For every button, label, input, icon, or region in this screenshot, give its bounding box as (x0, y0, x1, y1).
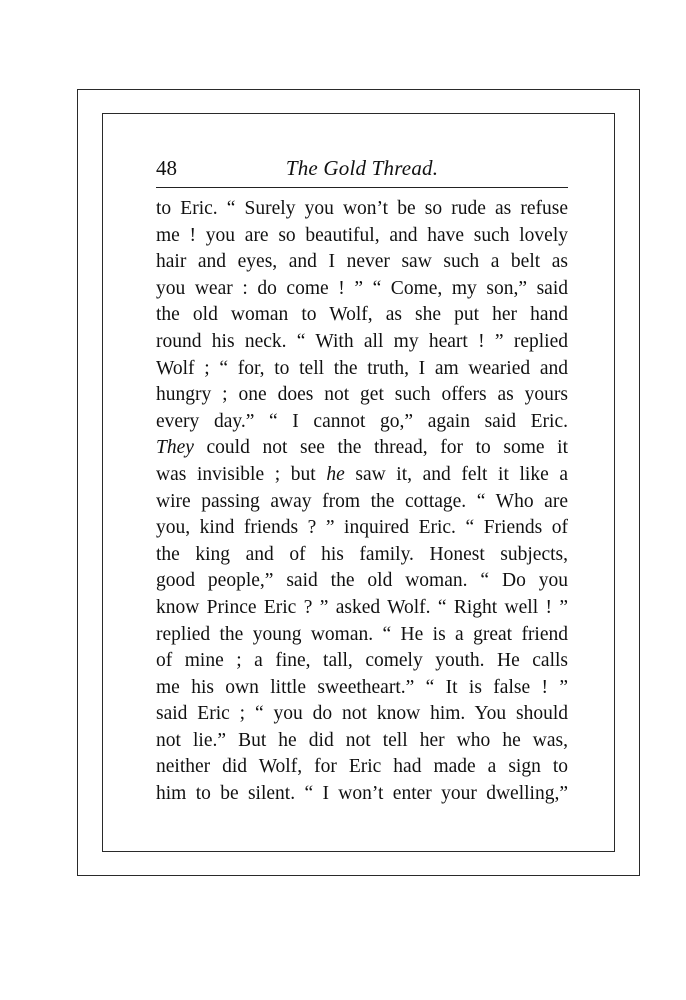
text-line: know Prince Eric ? ” asked Wolf. “ Right well ! ” (156, 596, 568, 618)
text-line: me his own little sweetheart.” “ It is false ! ” (156, 676, 568, 698)
text-line: you wear : do come ! ” “ Come, my son,” said (156, 277, 568, 299)
text-line: round his neck. “ With all my heart ! ” replied (156, 330, 568, 352)
text-line: every day.” “ I cannot go,” again said Eric. (156, 410, 568, 432)
text-line: said Eric ; “ you do not know him. You should (156, 703, 568, 725)
text-line: replied the young woman. “ He is a great friend (156, 623, 568, 645)
text-line: wire passing away from the cottage. “ Who are (156, 490, 568, 512)
line-text: could not see the thread, for to some it (193, 437, 568, 459)
text-line (156, 462, 568, 489)
line-text: saw it, and felt it like a (344, 463, 568, 485)
text-line: neither did Wolf, for Eric had made a sign to (156, 756, 568, 778)
text-line: the king and of his family. Honest subjects, (156, 543, 568, 565)
header-rule (156, 187, 568, 188)
text-line: you, kind friends ? ” inquired Eric. “ Friends of (156, 517, 568, 539)
running-title: The Gold Thread. (285, 156, 439, 180)
italic-word: They (156, 437, 194, 459)
text-line (156, 435, 568, 462)
text-line: to Eric. “ Surely you won’t be so rude as refuse (156, 198, 568, 219)
line-text: was invisible ; but (156, 463, 327, 485)
text-line: the old woman to Wolf, as she put her hand (156, 304, 568, 326)
text-line: good people,” said the old woman. “ Do you (156, 570, 568, 592)
text-line: not lie.” But he did not tell her who he was, (156, 729, 568, 751)
text-line: of mine ; a fine, tall, comely youth. He calls (156, 650, 568, 672)
text-line: him to be silent. “ I won’t enter your dwelling,” (156, 783, 568, 805)
text-line: hungry ; one does not get such offers as yours (156, 384, 568, 406)
page-number: 48 (156, 156, 177, 180)
italic-word: he (326, 463, 345, 485)
page-header (156, 150, 568, 186)
body-text (156, 196, 568, 808)
text-line: Wolf ; “ for, to tell the truth, I am wearied and (156, 357, 568, 379)
text-line: me ! you are so beautiful, and have such lovely (156, 224, 568, 246)
text-line: hair and eyes, and I never saw such a belt as (156, 251, 568, 273)
